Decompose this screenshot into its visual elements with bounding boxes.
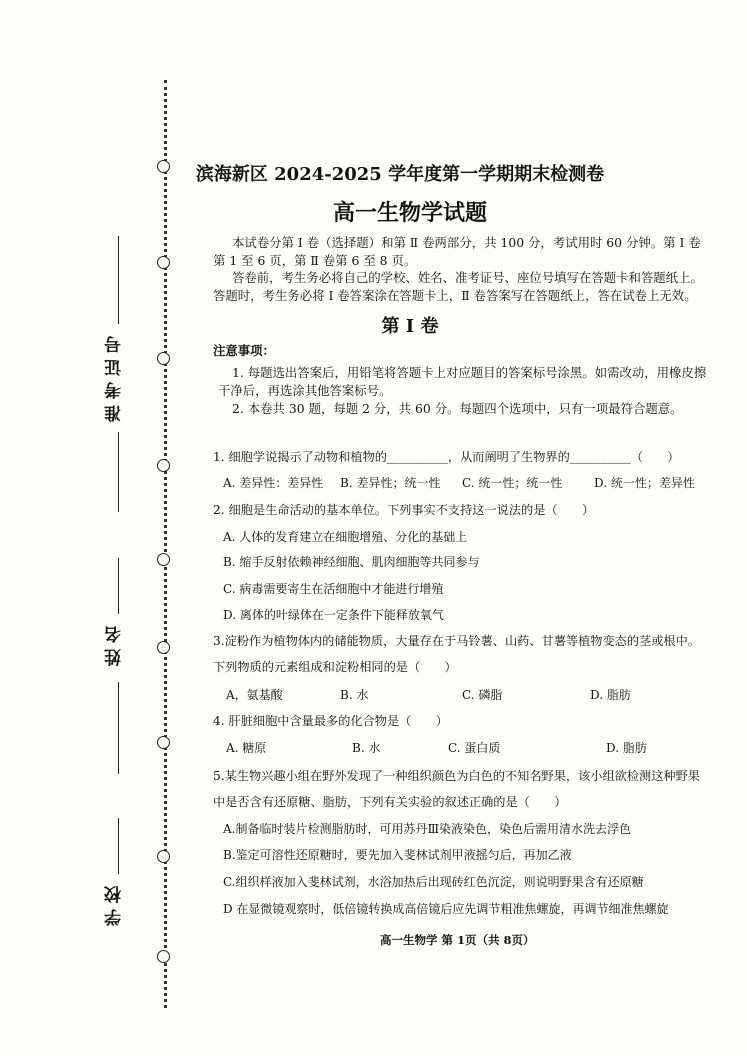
name-underline <box>118 682 119 774</box>
binding-hole <box>157 553 170 566</box>
option-b: B. 缩手反射依赖神经细胞、肌肉细胞等共同参与 <box>223 555 480 569</box>
binding-hole <box>157 736 170 749</box>
question-stem: 中是否含有还原糖、脂肪，下列有关实验的叙述正确的是（ ） <box>213 795 567 809</box>
binding-hole <box>157 256 170 269</box>
option-d: D. 统一性；差异性 <box>594 476 695 490</box>
question-stem: 1. 细胞学说揭示了动物和植物的__________，从而阐明了生物界的__________（ ） <box>213 450 680 464</box>
binding-hole <box>157 641 170 654</box>
notes-heading: 注意事项： <box>213 343 275 358</box>
binding-hole <box>157 950 170 963</box>
subject-title: 高一生物学试题 <box>332 200 487 226</box>
option-c: C. 蛋白质 <box>448 741 501 755</box>
option-c: C. 病毒需要寄生在活细胞中才能进行增殖 <box>223 582 444 596</box>
option-b: B.鉴定可溶性还原糖时，要先加入斐林试剂甲液摇匀后，再加乙液 <box>223 848 572 862</box>
notes-item: 1. 每题选出答案后，用铅笔将答题卡上对应题目的答案标号涂黑。如需改动，用橡皮擦 <box>232 365 707 380</box>
school-label: 学校 <box>105 880 125 926</box>
exam-number-underline <box>118 432 119 512</box>
option-a: A.制备临时装片检测脂肪时，可用苏丹Ⅲ染液染色，染色后需用清水洗去浮色 <box>223 822 632 836</box>
option-c: C. 统一性；统一性 <box>462 476 563 490</box>
option-a: A. 糖原 <box>226 741 267 755</box>
option-d: D 在显微镜观察时，低倍镜转换成高倍镜后应先调节粗准焦螺旋，再调节细准焦螺旋 <box>223 902 669 916</box>
binding-hole <box>157 850 170 863</box>
question-stem: 2. 细胞是生命活动的基本单位。下列事实不支持这一说法的是（ ） <box>213 503 595 517</box>
part-title: 第 Ⅰ 卷 <box>381 316 439 337</box>
question-stem: 3.淀粉作为植物体内的储能物质，大量存在于马铃薯、山药、甘薯等植物变态的茎或根中。 <box>213 634 700 648</box>
exam-title: 滨海新区 2024-2025 学年度第一学期期末检测卷 <box>195 164 605 185</box>
intro-line: 答卷前，考生务必将自己的学校、姓名、准考证号、座位号填写在答题卡和答题纸上。 <box>232 270 703 285</box>
name-label: 姓名 <box>105 620 125 666</box>
option-a: A. 差异性：差异性 <box>223 476 324 490</box>
option-b: B. 水 <box>340 688 369 702</box>
option-d: D. 离体的叶绿体在一定条件下能释放氧气 <box>223 608 444 622</box>
option-d: D. 脂肪 <box>606 741 647 755</box>
name-underline <box>118 558 119 614</box>
option-b: B. 水 <box>352 741 381 755</box>
option-b: B. 差异性；统一性 <box>340 476 441 490</box>
option-a: A，氨基酸 <box>226 688 283 702</box>
option-d: D. 脂肪 <box>590 688 631 702</box>
notes-item: 2. 本卷共 30 题，每题 2 分，共 60 分。每题四个选项中，只有一项最符合题意。 <box>232 401 683 416</box>
question-stem: 4. 肝脏细胞中含量最多的化合物是（ ） <box>213 714 448 728</box>
page-footer: 高一生物学 第 1页（共 8页） <box>380 933 535 947</box>
option-c: C.组织样液加入斐林试剂，水浴加热后出现砖红色沉淀，则说明野果含有还原糖 <box>223 875 644 889</box>
option-c: C. 磷脂 <box>462 688 503 702</box>
binding-hole <box>157 352 170 365</box>
option-a: A. 人体的发育建立在细胞增殖、分化的基础上 <box>223 530 468 544</box>
intro-line: 第 1 至 6 页，第 Ⅱ 卷第 6 至 8 页。 <box>213 253 417 268</box>
intro-line: 本试卷分第 Ⅰ 卷（选择题）和第 Ⅱ 卷两部分，共 100 分，考试用时 60 分钟。第 Ⅰ 卷 <box>232 235 701 250</box>
exam-number-label: 准考证号 <box>105 330 125 422</box>
question-stem: 5.某生物兴趣小组在野外发现了一种组织颜色为白色的不知名野果，该小组欲检测这种野果 <box>213 769 700 783</box>
notes-item: 干净后，再选涂其他答案标号。 <box>218 383 392 398</box>
school-underline <box>118 818 119 874</box>
binding-hole <box>157 459 170 472</box>
intro-line: 答题时，考生务必将 Ⅰ 卷答案涂在答题卡上，Ⅱ 卷答案写在答题纸上，答在试卷上无效。 <box>213 288 697 303</box>
question-stem: 下列物质的元素组成和淀粉相同的是（ ） <box>213 660 457 674</box>
exam-number-underline <box>118 236 119 324</box>
